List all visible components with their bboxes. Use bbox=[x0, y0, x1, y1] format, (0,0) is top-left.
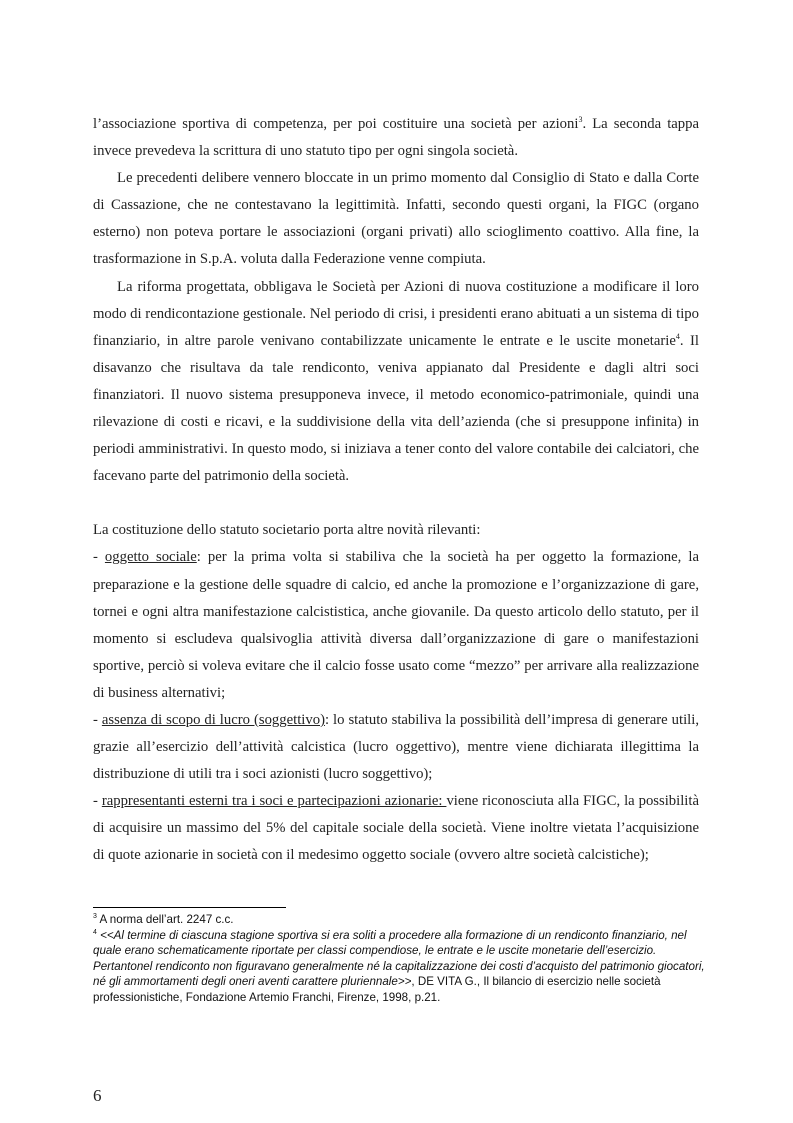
list-item bbox=[93, 707, 699, 788]
list-item-text: : per la prima volta si stabiliva che la società ha per oggetto la formazione, la preparazione e la gestione delle squadre di calcio, ed anche la promozione e l’organizzazione di gare, tornei e ogni altra manifestazione calcististica, anche giovanile. Da questo articolo dello statuto, per il momento si escludeva qualsivoglia attività diversa dall’organizzazione di gare o manifestazioni sportive, perciò si voleva evitare che il calcio fosse usato come “mezzo” per arrivare alla realizzazione di business alternativi; bbox=[93, 549, 699, 701]
paragraph-gap bbox=[93, 490, 699, 517]
list-item bbox=[93, 788, 699, 869]
list-item-term: rappresentanti esterni tra i soci e partecipazioni azionarie: bbox=[101, 793, 447, 810]
body-text bbox=[93, 111, 699, 870]
paragraph-2: Le precedenti delibere vennero bloccate in un primo momento dal Consiglio di Stato e dalla Corte di Cassazione, che ne contestavano la legittimità. Infatti, secondo questi organi, la FIGC (organo esterno) non poteva portare le associazioni (organi privati) allo scioglimento coattivo. Alla fine, la trasformazione in S.p.A. voluta dalla Federazione venne compiuta. bbox=[93, 170, 699, 268]
list-item bbox=[93, 544, 699, 707]
list-item-term: assenza di scopo di lucro (soggettivo) bbox=[101, 711, 325, 728]
list-item-term: oggetto sociale bbox=[104, 549, 197, 566]
footnote-3 bbox=[93, 912, 705, 928]
paragraph-1-text-cont: . La seconda tappa invece prevedeva la scrittura di uno statuto tipo per ogni singola società. bbox=[93, 116, 699, 160]
paragraph-3-text: La riforma progettata, obbligava le Società per Azioni di nuova costituzione a modificare il loro modo di rendicontazione gestionale. Nel periodo di crisi, i presidenti erano abituati a un sistema di tipo finanziario, in altre parole venivano contabilizzate unicamente le entrate e le uscite monetarie bbox=[93, 278, 699, 349]
footnote-separator bbox=[93, 907, 286, 908]
list-item-prefix: - bbox=[93, 793, 102, 810]
footnote-3-mark: 3 bbox=[93, 913, 97, 921]
footnote-4-quote: <<Al termine di ciascuna stagione sportiva si era soliti a procedere alla formazione di un rendiconto finanziario, nel quale erano schematicamente riportate per classi compendiose, le entrate e le uscite monetarie dell’esercizio. Pertantonel rendiconto non figuravano generalmente né la capitalizzazione dei costi d’acquisto del patrimonio giocatori, né gli ammortamenti degli oneri aventi carattere pluriennale>> bbox=[93, 928, 705, 988]
paragraph-3 bbox=[93, 274, 699, 491]
footnote-3-text: A norma dell’art. 2247 c.c. bbox=[96, 913, 234, 926]
footnote-4-citation: , DE VITA G., Il bilancio di esercizio nelle società professionistiche, Fondazione Artemio Franchi, Firenze, 1998, p.21. bbox=[93, 975, 661, 1004]
list-item-prefix: - bbox=[93, 711, 102, 728]
page-number: 6 bbox=[93, 1086, 102, 1105]
paragraph-1 bbox=[93, 111, 699, 165]
paragraph-1-text: l’associazione sportiva di competenza, per poi costituire una società per azioni bbox=[93, 116, 579, 132]
footnote-ref-4: 4 bbox=[675, 331, 680, 341]
list-item-text: viene riconosciuta alla FIGC, la possibilità di acquisire un massimo del 5% del capitale sociale della società. Viene inoltre vietata l’acquisizione di quote azionarie in società con il medesimo oggetto sociale (ovvero altre società calcistiche); bbox=[93, 793, 699, 864]
list-item-text: : lo statuto stabiliva la possibilità dell’impresa di generare utili, grazie all’esercizio dell’attività calcistica (lucro oggettivo), mentre viene dichiarata illegittima la distribuzione di utili tra i soci azionisti (lucro soggettivo); bbox=[93, 711, 700, 783]
paragraph-3-text-cont: . Il disavanzo che risultava da tale rendiconto, veniva appianato dal Presidente e dagli altri soci finanziatori. Il nuovo sistema presupponeva invece, il metodo economico-patrimoniale, quindi una rilevazione di costi e ricavi, e la suddivisione della vita dell’azienda (che si presuppone infinita) in periodi amministrativi. In questo modo, si iniziava a tener conto del valore contabile dei calciatori, che facevano parte del patrimonio della società. bbox=[93, 332, 699, 485]
paragraph-4: La costituzione dello statuto societario porta altre novità rilevanti: bbox=[93, 522, 481, 539]
footnote-4-mark: 4 bbox=[93, 928, 97, 936]
list-item-prefix: - bbox=[93, 549, 105, 566]
footnote-4 bbox=[93, 928, 705, 1006]
footnotes bbox=[93, 912, 705, 1005]
footnote-ref-3: 3 bbox=[578, 115, 583, 125]
